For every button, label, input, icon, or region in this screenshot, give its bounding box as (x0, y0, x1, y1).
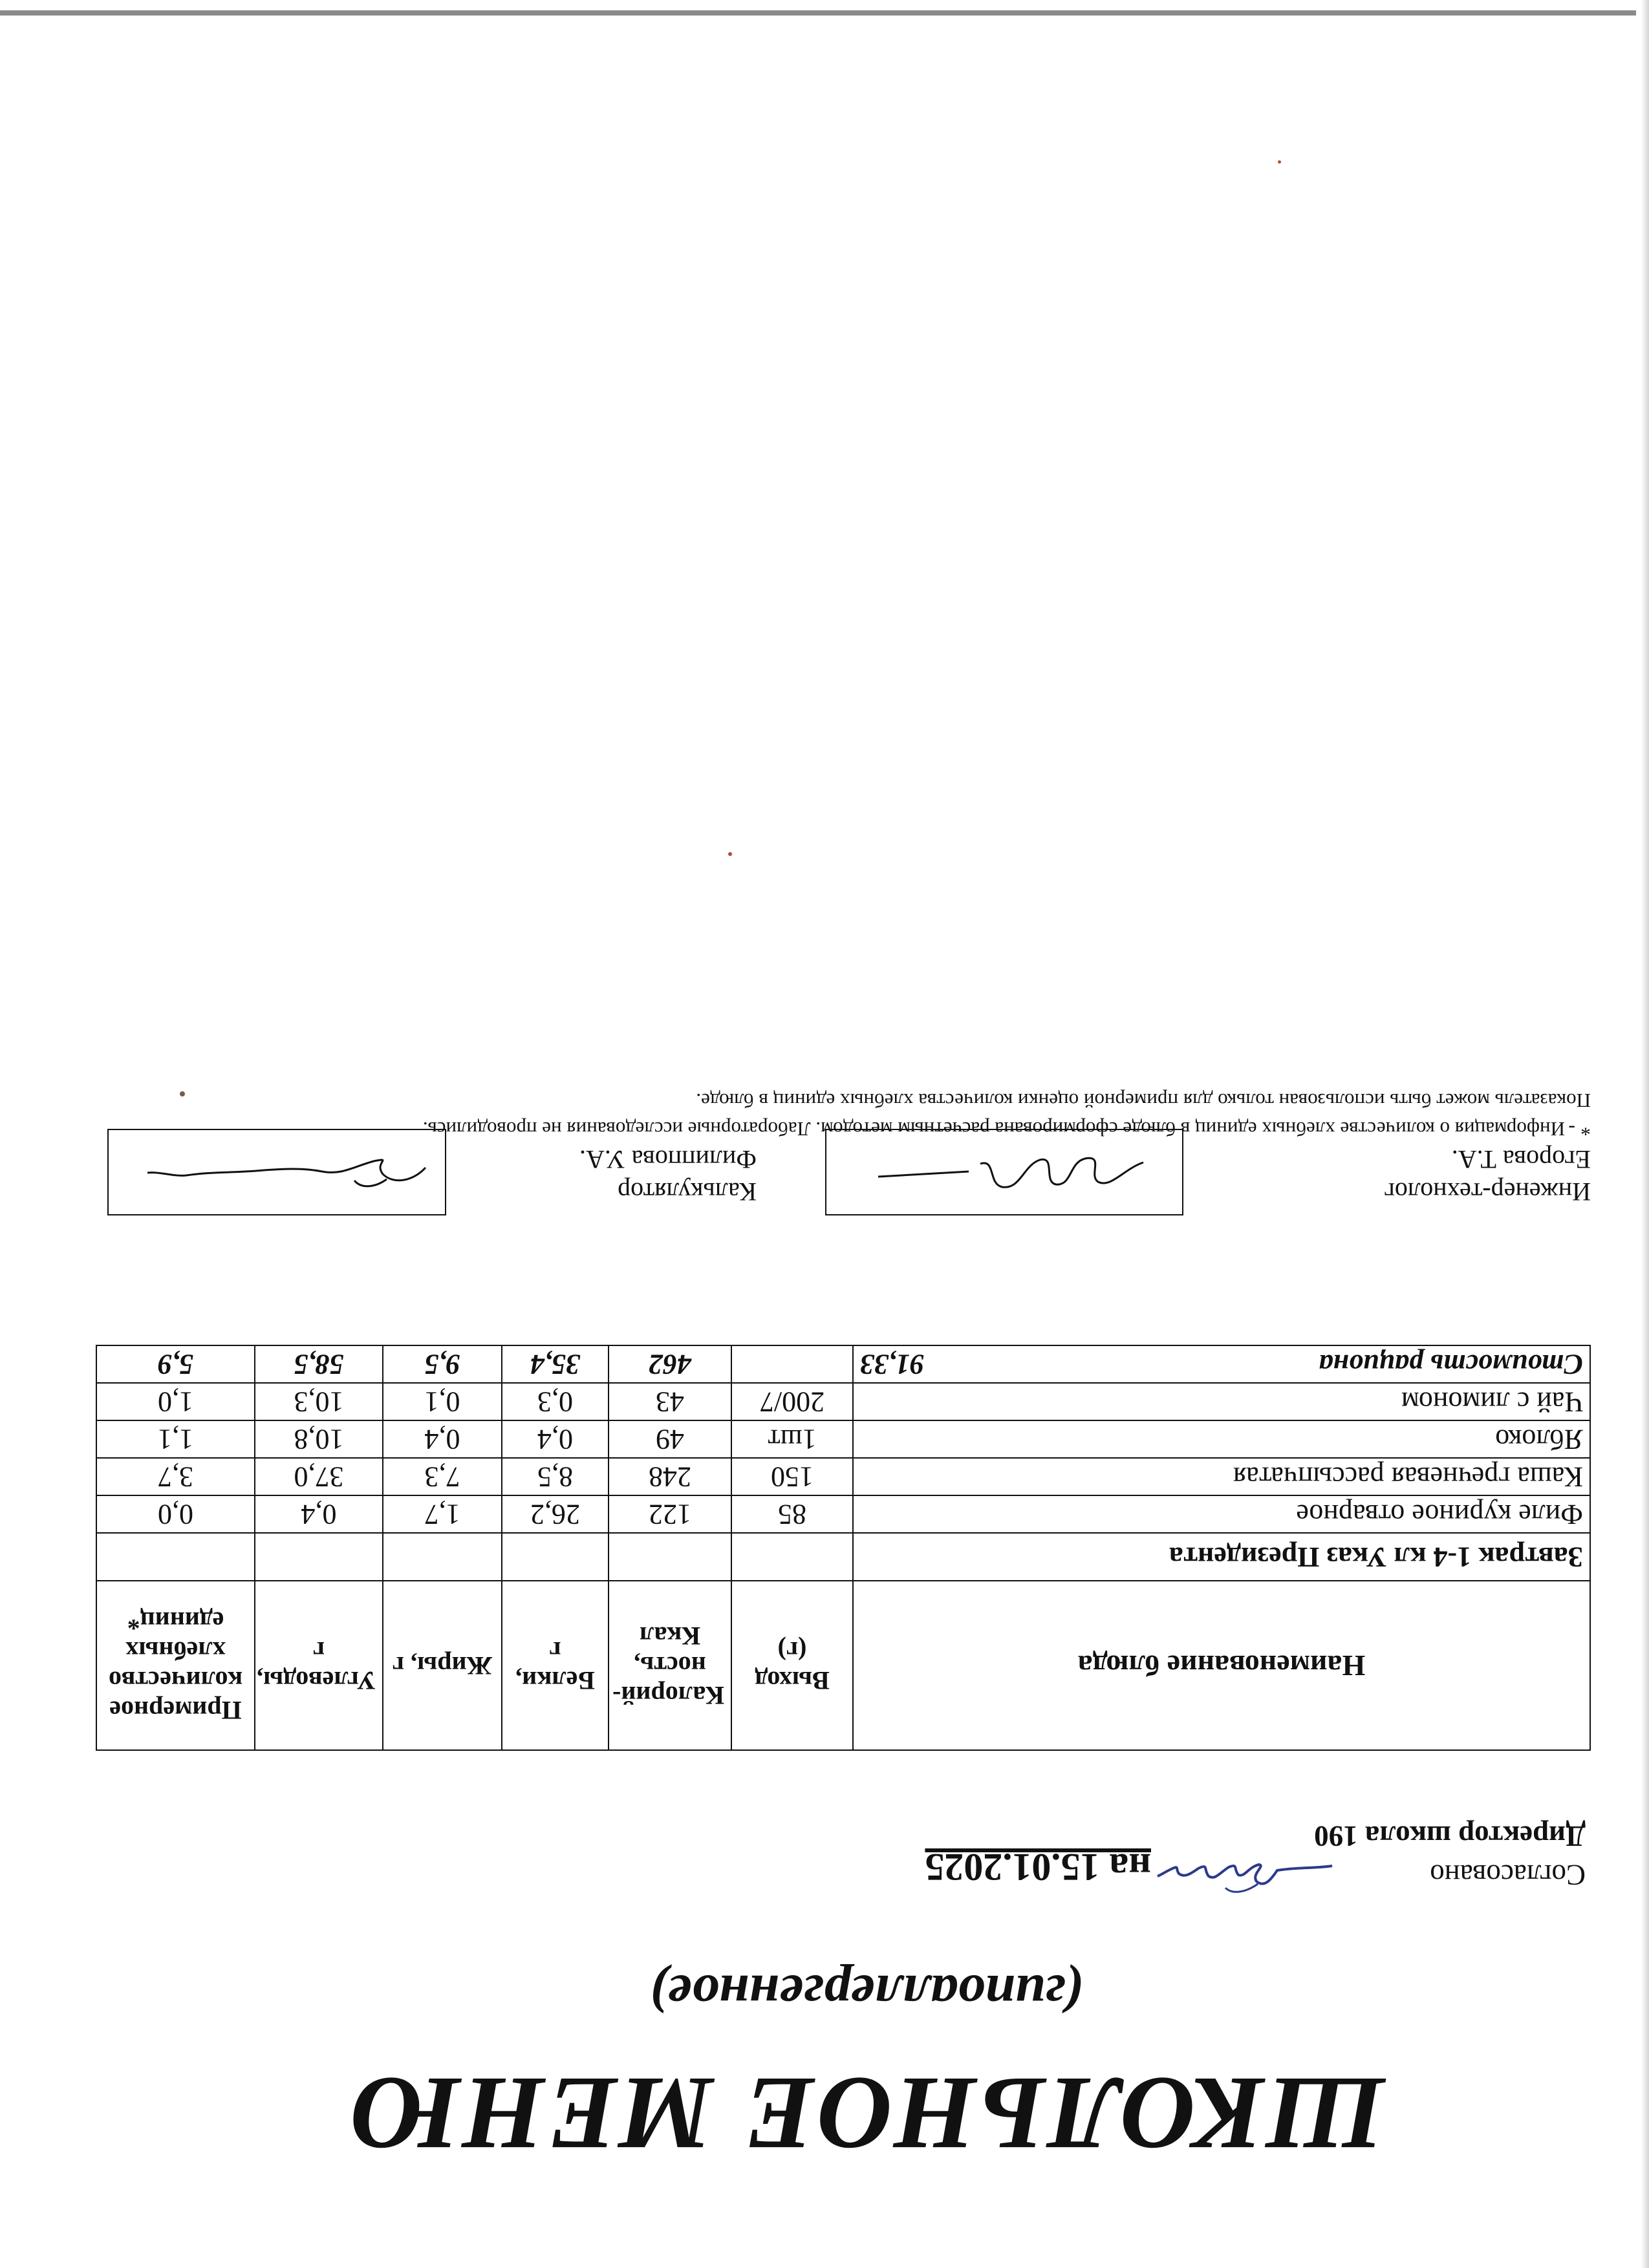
dish-protein: 8,5 (502, 1458, 609, 1495)
meal-title: Завтрак 1-4 кл Указ Президента (853, 1533, 1590, 1581)
dish-protein: 0,3 (502, 1383, 609, 1420)
scan-speck (180, 1091, 185, 1097)
header-yield: Выход (г) (731, 1581, 853, 1750)
dish-yield: 85 (731, 1495, 853, 1533)
header-bread-units: Примерное количество хлебных единиц* (96, 1581, 255, 1750)
total-calories: 462 (609, 1345, 731, 1383)
approval-label: Согласовано (1430, 1859, 1586, 1891)
dish-carbs: 10,3 (255, 1383, 383, 1420)
header-fat: Жиры, г (383, 1581, 502, 1750)
meal-title-row (96, 1533, 1590, 1581)
dish-fat: 7,3 (383, 1458, 502, 1495)
menu-table (96, 1345, 1591, 1751)
engineer-name: Егорова Т.А. (1451, 1145, 1591, 1174)
calculator-name: Филиппова У.А. (579, 1145, 757, 1174)
dish-name: Чай с лимоном (853, 1383, 1590, 1420)
total-label-cell (853, 1345, 1590, 1383)
dish-bread-units: 0,0 (96, 1495, 255, 1533)
scan-speck (1278, 160, 1281, 164)
total-cost: 91,33 (860, 1349, 924, 1380)
dish-bread-units: 1,1 (96, 1420, 255, 1458)
dish-calories: 122 (609, 1495, 731, 1533)
dish-protein: 26,2 (502, 1495, 609, 1533)
total-carbs: 58,5 (255, 1345, 383, 1383)
table-row (96, 1383, 1590, 1420)
document-subtitle: (гипоаллергенное) (649, 1963, 1084, 2024)
dish-bread-units: 1,0 (96, 1383, 255, 1420)
table-header-row (96, 1581, 1590, 1750)
dish-fat: 0,4 (383, 1420, 502, 1458)
dish-carbs: 10,8 (255, 1420, 383, 1458)
document-title: ШКОЛЬНОЕ МЕНЮ (347, 2055, 1386, 2171)
total-yield (731, 1345, 853, 1383)
header-protein: Белки, г (502, 1581, 609, 1750)
total-fat: 9,5 (383, 1345, 502, 1383)
director-position: Директор школа 190 (1314, 1820, 1586, 1852)
header-calories: Калорий-ность, Ккал (609, 1581, 731, 1750)
dish-protein: 0,4 (502, 1420, 609, 1458)
dish-bread-units: 3,7 (96, 1458, 255, 1495)
dish-carbs: 0,4 (255, 1495, 383, 1533)
dish-carbs: 37,0 (255, 1458, 383, 1495)
total-protein: 35,4 (502, 1345, 609, 1383)
menu-date: на 15.01.2025 (925, 1846, 1151, 1888)
total-label: Стоимость рациона (1319, 1349, 1583, 1380)
header-dish: Наименование блюда (853, 1581, 1590, 1750)
table-row (96, 1495, 1590, 1533)
dish-yield: 200/7 (731, 1383, 853, 1420)
engineer-role: Инженер-технолог (1384, 1177, 1591, 1206)
dish-name: Каша гречневая рассыпчатая (853, 1458, 1590, 1495)
dish-name: Филе куриное отварное (853, 1495, 1590, 1533)
total-bread-units: 5,9 (96, 1345, 255, 1383)
calculator-role: Калькулятор (618, 1177, 757, 1206)
dish-calories: 248 (609, 1458, 731, 1495)
header-carbs: Углеводы, г (255, 1581, 383, 1750)
scan-speck (728, 852, 732, 856)
footnote-line-2: Показатель может быть использован только для примерной оценки количества хлебных единиц в блюде. (696, 1089, 1591, 1112)
dish-name: Яблоко (853, 1420, 1590, 1458)
table-row (96, 1420, 1590, 1458)
dish-yield: 1шт (731, 1420, 853, 1458)
dish-calories: 49 (609, 1420, 731, 1458)
dish-fat: 1,7 (383, 1495, 502, 1533)
dish-fat: 0,1 (383, 1383, 502, 1420)
footnote-line-1: Информация о количестве хлебных единиц в блюде сформирована расчетным методом. Лабораторные исследования не проводились. (422, 1118, 1565, 1140)
table-row (96, 1458, 1590, 1495)
dish-yield: 150 (731, 1458, 853, 1495)
footnote-marker: * - (1568, 1117, 1591, 1140)
total-row (96, 1345, 1590, 1383)
director-signature (1154, 1848, 1342, 1906)
dish-calories: 43 (609, 1383, 731, 1420)
